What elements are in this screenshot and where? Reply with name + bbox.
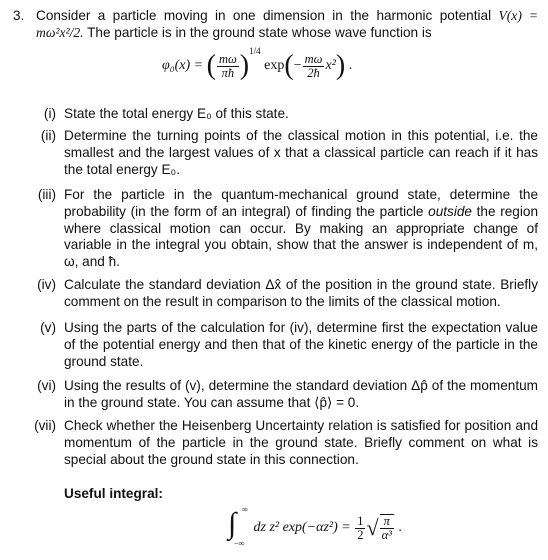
useful-integral-equation: ∫ ∞ −∞ dz z² exp(−αz²) = $\frac{1}{2}$ √ $\frac{\pi}{\text{α³}}$ . [228, 504, 402, 548]
part-i-label: (i) [43, 106, 56, 121]
intro-text-2: The particle is in the ground state whose wave function is [87, 24, 432, 40]
question-number: 3. [13, 8, 25, 23]
part-vi-text: Using the results of (v), determine the standard deviation Δp̂ of the momentum in the ground state. You can assume that ⟨p̂⟩ = 0. [64, 378, 538, 410]
wavefunction-lhs: φ₀(x) = [162, 58, 204, 74]
potential-lhs: V(x) = [498, 8, 538, 23]
one-half-fraction: $\frac{1}{2}$ [357, 513, 364, 542]
potential-rhs: mω²x²/2. [36, 24, 84, 40]
part-iii-label: (iii) [37, 187, 56, 202]
integral-sign: ∫ ∞ −∞ [228, 504, 249, 548]
integrand: dz z² exp(−αz²) = [253, 520, 351, 536]
part-vii-text: Check whether the Heisenberg Uncertainty relation is satisfied for position and momentum of the particle in the ground state. Briefly comment on what is special about the ground state in this connection. [64, 418, 538, 467]
part-v-text: Using the parts of the calculation for (iv), determine first the expectation value of the potential energy and then that of the kinetic energy of the particle in the ground state. [64, 320, 538, 369]
part-iv-label: (iv) [37, 277, 56, 292]
exponent-fraction: $\frac{m\omega}{2ħ}$ [304, 51, 323, 80]
question-intro [36, 8, 538, 42]
exp-label: exp [264, 58, 285, 74]
part-ii-text: Determine the turning points of the classical motion in this potential, i.e. the smallest and the largest values of x that a classical particle can reach if it has the total energy E₀. [64, 128, 538, 177]
part-v-label: (v) [40, 320, 56, 335]
part-vii-label: (vii) [34, 418, 56, 433]
part-iv-text: Calculate the standard deviation Δx̂ of the position in the ground state. Briefly comment on the result in comparison to the limits of the classical motion. [64, 277, 538, 309]
wavefunction-exponent: 1/4 [249, 45, 261, 56]
wavefunction-prefactor-fraction: $\frac{m\omega}{\pi ħ}$ [218, 51, 237, 80]
wavefunction-equation: φ₀(x) = ( $\frac{m\omega}{\pi ħ}$ )$^{1/4}$ exp(− $\frac{m\omega}{2ħ}$ x²) . [162, 45, 353, 81]
part-vi-label: (vi) [37, 378, 56, 393]
part-i-text: State the total energy E₀ of this state. [64, 106, 289, 121]
part-ii-label: (ii) [40, 128, 56, 143]
part-iii-text: For the particle in the quantum-mechanical ground state, determine the probability (in the form of an integral) of finding the particle outside the region where classical motion can occur. By making an appropriate change of variable in the integral you obtain, show that the answer is independent of m, ω, and ħ. [64, 187, 539, 270]
intro-text-1: Consider a particle moving in one dimension in the harmonic potential [36, 8, 492, 23]
useful-integral-heading: Useful integral: [64, 486, 163, 501]
sqrt-fraction: $\frac{\pi}{\text{α³}}$ [381, 514, 392, 542]
